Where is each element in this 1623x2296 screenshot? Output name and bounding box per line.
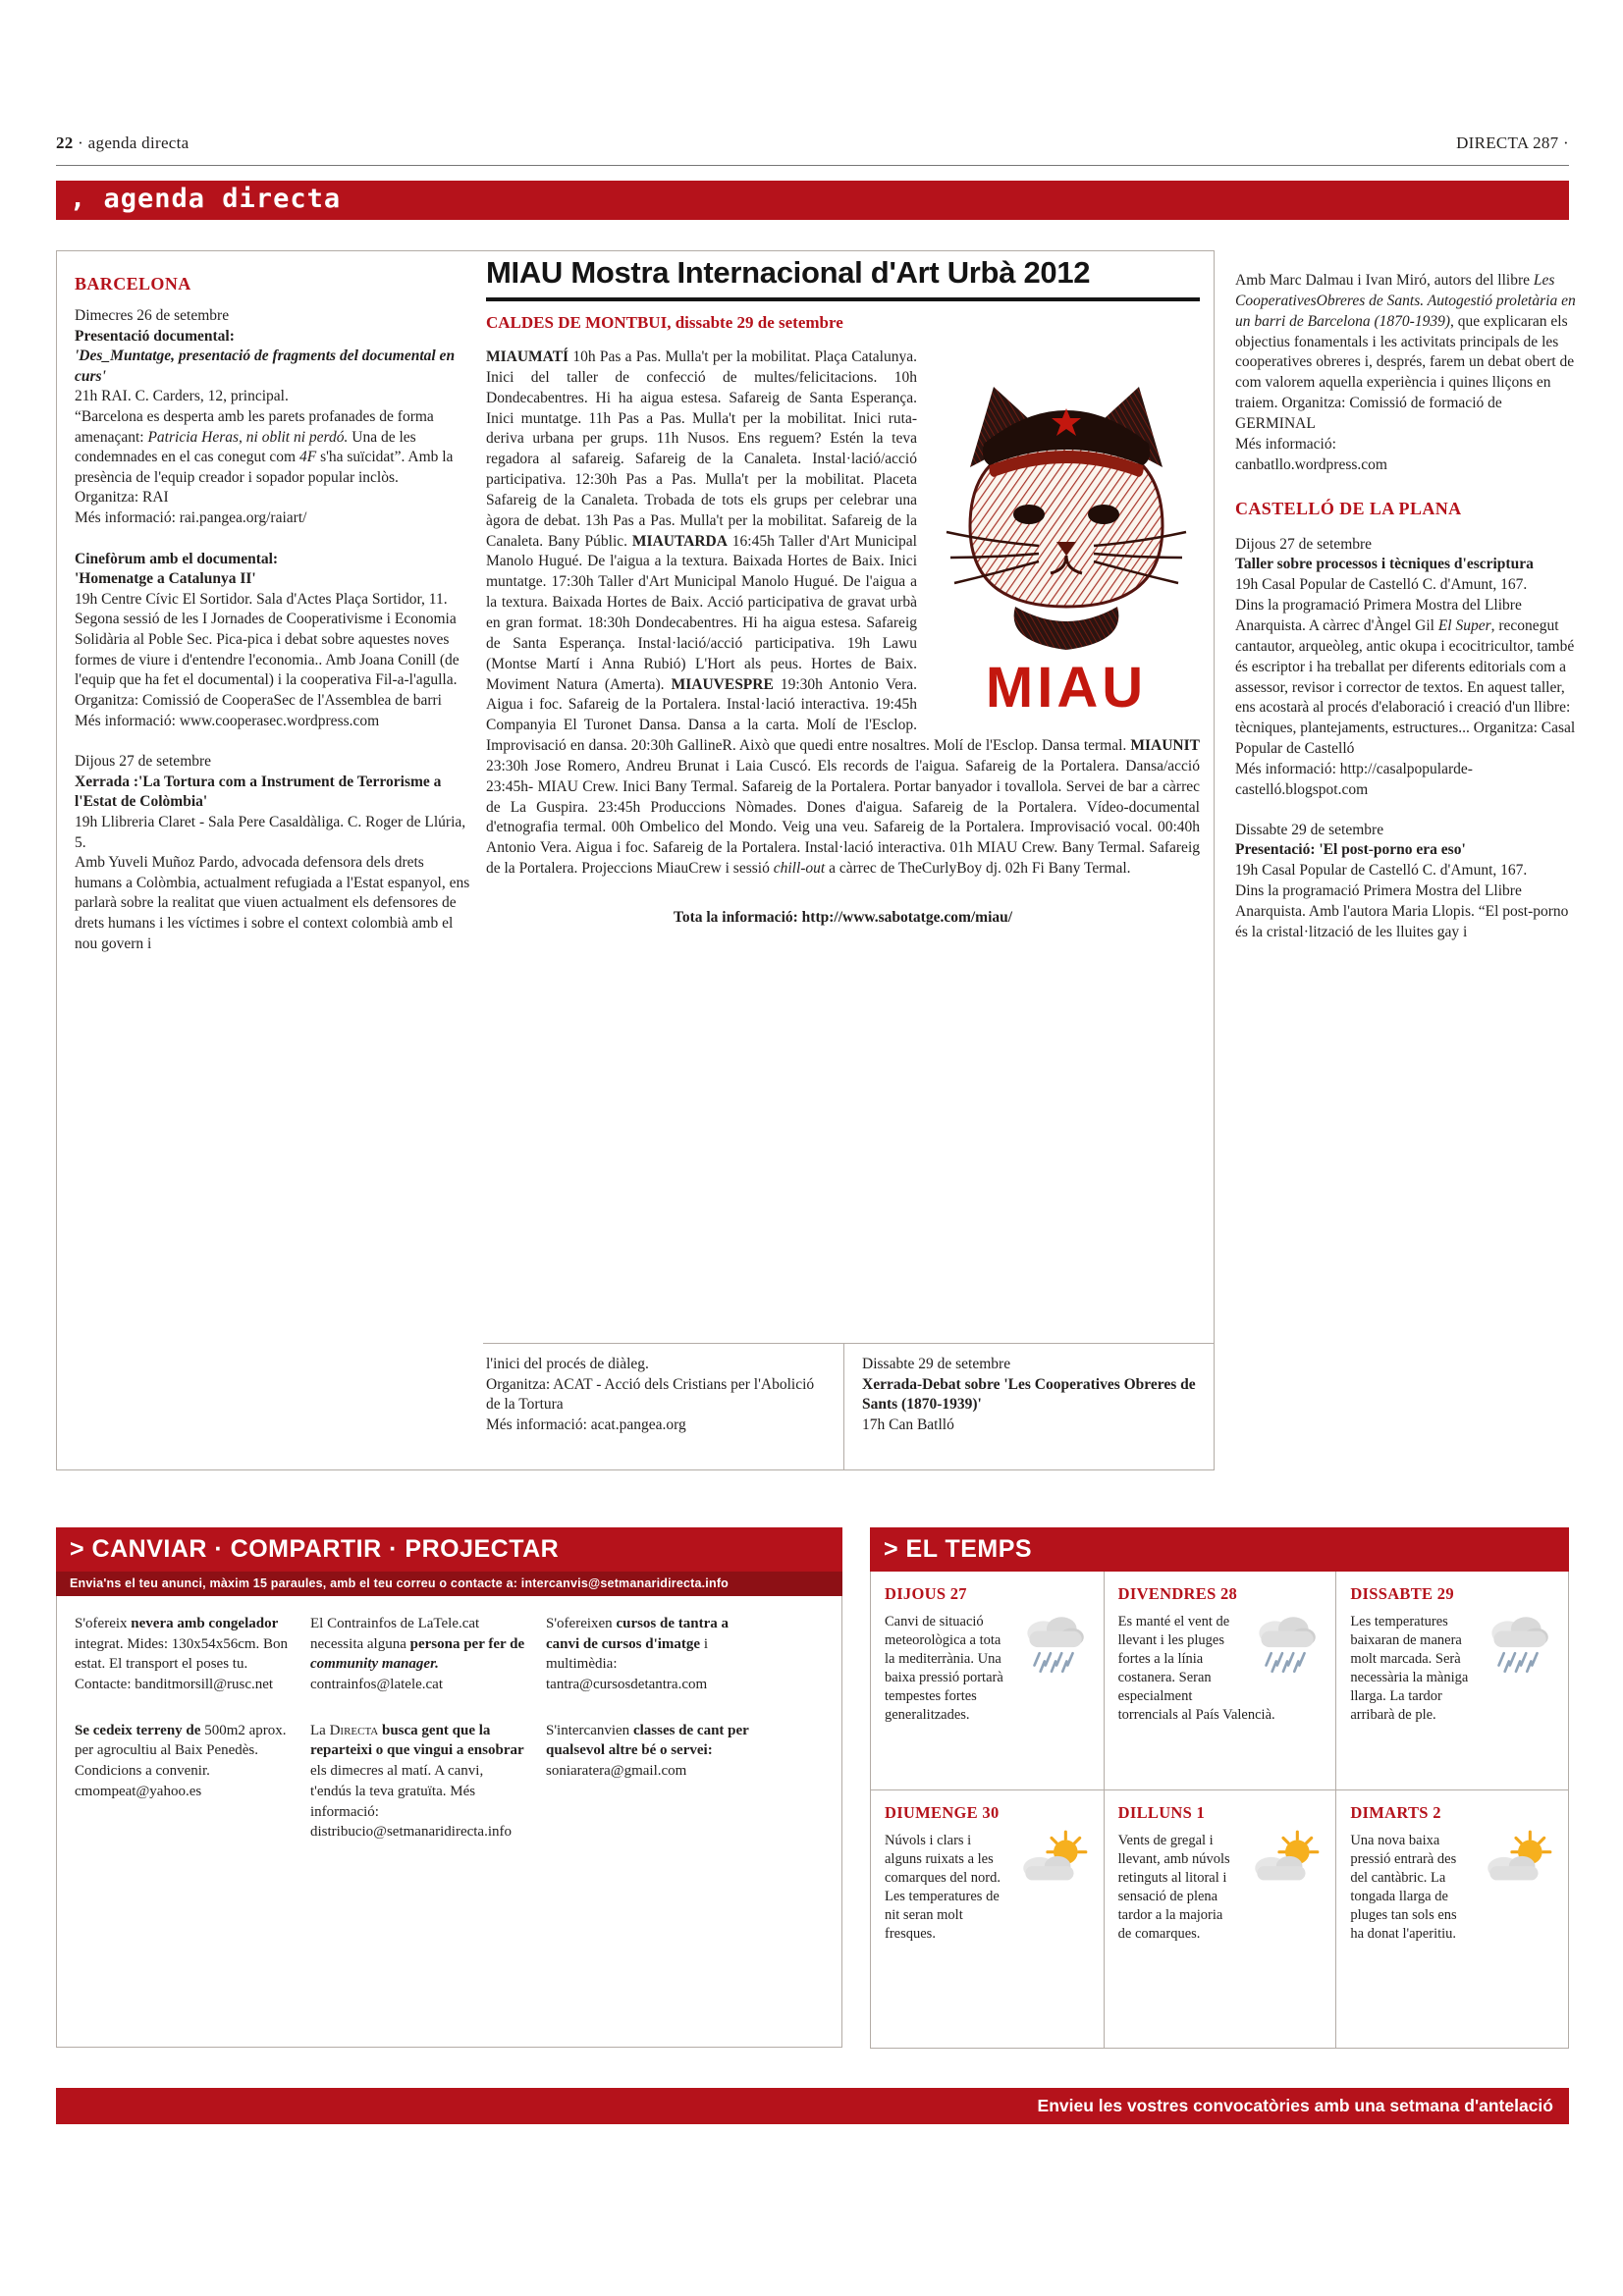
weather-cell-dilluns bbox=[1104, 1789, 1336, 2048]
event-title: Presentació documental: bbox=[75, 327, 235, 345]
classifieds-subheader: Envia'ns el teu anunci, màxim 15 paraules, amb el teu correu o contacte a: intercanvis@setmanaridirecta.info bbox=[56, 1572, 842, 1596]
classifieds-column-3 bbox=[546, 1614, 762, 1807]
more-info-line: Tota la informació: http://www.sabotatge.com/miau/ bbox=[673, 908, 1013, 926]
agenda-banner: , agenda directa bbox=[56, 181, 1569, 220]
weather-text: Canvi de situació meteorològica a tota la mediterrània. Una baixa pressió portarà tempestes fortes generalitzades. bbox=[885, 1613, 1003, 1724]
weather-text: Les temperatures baixaran de manera molt marcada. Serà necessària la màniga llarga. La tardor arribarà de ple. bbox=[1350, 1613, 1469, 1724]
weather-text: Vents de gregal i llevant, amb núvols retinguts al litoral i sensació de plena tardor a la majoria de comarques. bbox=[1117, 1832, 1230, 1943]
weather-body bbox=[885, 1832, 1092, 1945]
weather-text: Una nova baixa pressió entrarà des del cantàbric. La tongada llarga de pluges tan sols ens ha donat l'aperitiu. bbox=[1350, 1832, 1457, 1943]
agenda-main-box bbox=[56, 250, 1215, 1470]
weather-day: DIMARTS 2 bbox=[1350, 1803, 1441, 1822]
weather-header: > EL TEMPS bbox=[870, 1527, 1569, 1572]
article-body bbox=[486, 347, 1200, 880]
right-column bbox=[1235, 271, 1576, 943]
event-description: “Barcelona es desperta amb les parets profanades de forma amenaçant: Patricia Heras, ni oblit ni perdó. Una de les condemnades en el cas conegut com 4F s'ha suïcidat”. Amb la presència de l'equip creador i sopador popular inclòs. bbox=[75, 407, 454, 486]
classified-ad-contrainfos: El Contrainfos de LaTele.cat necessita alguna persona per fer de community manager. contrainfos@latele.cat bbox=[310, 1616, 525, 1693]
barcelona-continuation-cell bbox=[486, 1355, 832, 1435]
weather-body bbox=[1350, 1832, 1556, 1945]
event-description: Dins la programació Primera Mostra del Llibre Anarquista. Amb l'autora Maria Llopis. “El post-porno és la cristal·lització de les lluites gay i bbox=[1235, 882, 1569, 940]
event-title: Cinefòrum amb el documental: bbox=[75, 550, 279, 567]
classified-ad-terreny: Se cedeix terreny de 500m2 aprox. per agrocultiu al Baix Penedès. Condicions a convenir. cmompeat@yahoo.es bbox=[75, 1722, 287, 1799]
page-number: 22 bbox=[56, 133, 74, 152]
weather-cell-dimarts bbox=[1335, 1789, 1568, 2048]
debat-event-cell bbox=[843, 1343, 1214, 1470]
event-title: Xerrada-Debat sobre 'Les Cooperatives Obreres de Sants (1870-1939)' bbox=[862, 1375, 1196, 1414]
sun-cloud-icon bbox=[1245, 1830, 1324, 1902]
miau-cat-artwork bbox=[933, 349, 1200, 724]
city-heading-castello: CASTELLÓ DE LA PLANA bbox=[1235, 499, 1462, 519]
weather-body bbox=[1118, 1613, 1325, 1726]
rain-cloud-icon bbox=[1478, 1611, 1556, 1683]
event-organizer: Organitza: RAI bbox=[75, 489, 169, 507]
weather-body bbox=[1118, 1832, 1325, 1945]
event-info: Més informació: http://casalpopularde-castelló.blogspot.com bbox=[1235, 760, 1473, 798]
event-description: Segona sessió de les I Jornades de Cooperativisme i Economia Solidària al Poble Sec. Pica-pica i debat sobre aquestes noves formes de viure i d'entendre l'economia.. Amb Joana Conill (de l'equip que ha fet el documental) i la cooperativa Fil-a-l'agulla. Organitza: Comissió de CooperaSec de l'Assemblea de barri bbox=[75, 611, 460, 709]
continuation-info: Més informació: acat.pangea.org bbox=[486, 1415, 686, 1433]
event-date: Dissabte 29 de setembre bbox=[1235, 821, 1384, 838]
weather-body bbox=[885, 1613, 1092, 1726]
event-info: Més informació: rai.pangea.org/raiart/ bbox=[75, 509, 307, 527]
program-text: MIAUMATÍ 10h Pas a Pas. Mulla't per la mobilitat. Plaça Catalunya. Inici del taller de confecció de multes/felicitacions. 10h Dondecabentres. Hi ha aigua estesa. Safareig de Santa Esperança. Inici muntatge. 11h Pas a Pas. Mulla't per la mobilitat. Inici ruta-deriva urbana per grups. 11h Nusos. Ens reguem? Estén la teva regadora al safareig. Safareig de la Canaleta. Instal·lació/acció participativa. 12:30h Pas a Pas. Mulla't per la mobilitat. Placeta Safareig de la Canaleta. Trobada de tots els grups per celebrar una àgora de debat. 13h Pas a Pas. Mulla't per la mobilitat. Safareig de la Canaleta. Bany Públic. MIAUTARDA 16:45h Taller d'Art Municipal Manolo Hugué. De l'aigua a la textura. Baixada Hortes de Baix. Inici muntatge. 17:30h Taller d'Art Municipal Manolo Hugué. De l'aigua a la textura. Baixada Hortes de Baix. Acció participativa de gravat urbà en gran format. 18:30h Dondecabentres. Hi ha aigua estesa. Safareig de Santa Esperança. Instal·lació/acció participativa. 19h Lawu (Montse Martí i Anna Rubió) L'Hort als peus. Hortes de Baix. Moviment Natura (Amerta). MIAUVESPRE 19:30h Antonio Vera. Aigua i foc. Safareig de la Portalera. Instal·lació interactiva. 19:45h Companyia El Turonet Dansa. Dansa a la carta. Molí de l'Esclop. Improvisació en dansa. 20:30h GallineR. Això que quedi entre nosaltres. Molí de l'Esclop. Dansa termal. MIAUNIT 23:30h Jose Romero, Andreu Brunat i Laia Cuscó. Els records de l'aigua. Safareig de la Portalera. Dansa/acció 23:45h- MIAU Crew. Inici Bany Termal. Safareig de la Portalera. Portar banyador i tovallola. Servei de bar a càrrec de La Guspira. 23:45h Produccions Nòmades. Dones d'aigua. Safareig de la Portalera. Vídeo-documental d'etnografia termal. 00h Ombelico del Mondo. Veig una veu. Safareig de la Portalera. Improvisació vocal. 00:40h Antonio Vera. Aigua i foc. Safareig de la Portalera. Instal·lació interactiva. 01h MIAU Crew. Bany Termal. Safareig de la Portalera. Projeccions MiauCrew i sessió chill-out a càrrec de TheCurlyBoy dj. 02h Fi Bany Termal. bbox=[486, 348, 1200, 878]
weather-cell-dijous bbox=[871, 1572, 1104, 1789]
weather-day: DIVENDRES 28 bbox=[1117, 1584, 1238, 1603]
germinal-description: Amb Marc Dalmau i Ivan Miró, autors del llibre Les CooperativesObreres de Sants. Autogestió proletària en un barri de Barcelona (1870-1939), que explicaran els objectius fonamentals i les activitats principals de les cooperatives obreres i, després, farem un debat obert de com valorem aquella experiència i quines lliçons en traiem. Organitza: Comissió de formació de GERMINAL bbox=[1235, 272, 1576, 432]
classifieds-header: > CANVIAR · COMPARTIR · PROJECTAR bbox=[56, 1527, 842, 1572]
miau-artwork-text: MIAU bbox=[985, 656, 1148, 720]
folio-left bbox=[56, 133, 189, 153]
header-rule bbox=[56, 165, 1569, 166]
weather-day: DISSABTE 29 bbox=[1350, 1584, 1454, 1603]
event-venue: 17h Can Batlló bbox=[862, 1415, 954, 1433]
event-date: Dimecres 26 de setembre bbox=[75, 306, 230, 324]
event-date: Dissabte 29 de setembre bbox=[862, 1356, 1011, 1372]
miau-article bbox=[486, 255, 1200, 927]
city-heading-barcelona: BARCELONA bbox=[75, 274, 191, 294]
event-description: Dins la programació Primera Mostra del Llibre Anarquista. A càrrec d'Àngel Gil El Super, reconegut cantautor, arqueòleg, antic okupa i ecocitricultor, també és escriptor i ha treballat per diferents editorials com a assessor, revisor i corrector de textos. En aquest taller, ens acostarà al procés d'elaboració i creació d'un llibre: tècniques, plantejaments, estructures... Organitza: Casal Popular de Castelló bbox=[1235, 597, 1576, 758]
weather-cell-diumenge bbox=[871, 1789, 1104, 2048]
event-description: Amb Yuveli Muñoz Pardo, advocada defensora dels drets humans a Colòmbia, actualment refugiada a l'Estat espanyol, ens parlarà sobre la realitat que viuen actualment els defensores de drets humans i les víctimes i sobre el context colombià amb el nou govern i bbox=[75, 854, 470, 952]
weather-cell-divendres bbox=[1104, 1572, 1336, 1789]
classifieds-column-2 bbox=[310, 1614, 526, 1868]
weather-body bbox=[1350, 1613, 1556, 1726]
event-postporno bbox=[1235, 821, 1576, 943]
weather-grid bbox=[870, 1572, 1569, 2049]
rain-cloud-icon bbox=[1013, 1611, 1092, 1683]
weather-text: Núvols i clars i alguns ruixats a les comarques del nord. Les temperatures de nit seran molt fresques. bbox=[885, 1832, 1001, 1943]
classified-ad-cant: S'intercanvien classes de cant per qualsevol altre bé o servei: soniaratera@gmail.com bbox=[546, 1722, 749, 1780]
event-venue: 19h Centre Cívic El Sortidor. Sala d'Actes Plaça Sortidor, 11. bbox=[75, 590, 448, 608]
weather-day: DILLUNS 1 bbox=[1117, 1803, 1206, 1822]
event-subtitle: 'Des_Muntatge, presentació de fragments del documental en curs' bbox=[75, 347, 456, 385]
miau-cat-illustration bbox=[933, 349, 1200, 724]
event-venue: 21h RAI. C. Carders, 12, principal. bbox=[75, 388, 289, 405]
germinal-info-label: Més informació: bbox=[1235, 435, 1336, 453]
rain-cloud-icon bbox=[1245, 1611, 1324, 1683]
footer-banner: Envieu les vostres convocatòries amb una setmana d'antelació bbox=[56, 2088, 1569, 2124]
classified-ad-tantra: S'ofereixen cursos de tantra a canvi de cursos d'imatge i multimèdia: tantra@cursosdetantra.com bbox=[546, 1616, 730, 1693]
weather-section bbox=[870, 1527, 1569, 2049]
event-title: Presentació: 'El post-porno era eso' bbox=[1235, 841, 1466, 859]
barcelona-column bbox=[75, 273, 471, 1456]
weather-day: DIJOUS 27 bbox=[885, 1584, 967, 1603]
event-date: Dijous 27 de setembre bbox=[75, 753, 212, 771]
event-venue: 19h Llibreria Claret - Sala Pere Casaldàliga. C. Roger de Llúria, 5. bbox=[75, 813, 466, 851]
event-taller-escriptura bbox=[1235, 535, 1576, 801]
article-headline: MIAU Mostra Internacional d'Art Urbà 2012 bbox=[486, 255, 1200, 301]
folio-right: DIRECTA 287 · bbox=[1456, 133, 1569, 152]
classifieds-column-1 bbox=[75, 1614, 291, 1828]
classifieds-body bbox=[56, 1596, 842, 2048]
event-title: Taller sobre processos i tècniques d'escriptura bbox=[1235, 556, 1534, 573]
event-info: Més informació: www.cooperasec.wordpress.com bbox=[75, 712, 380, 729]
event-title: Xerrada :'La Tortura com a Instrument de Terrorisme a l'Estat de Colòmbia' bbox=[75, 773, 442, 811]
article-subhead: CALDES DE MONTBUI, dissabte 29 de setembre bbox=[486, 313, 843, 332]
continuation-organizer: Organitza: ACAT - Acció dels Cristians per l'Abolició de la Tortura bbox=[486, 1375, 815, 1414]
section-label: · agenda directa bbox=[73, 133, 189, 152]
event-venue: 19h Casal Popular de Castelló C. d'Amunt, 167. bbox=[1235, 576, 1528, 594]
weather-day: DIUMENGE 30 bbox=[885, 1803, 1000, 1822]
continuation-text: l'inici del procés de diàleg. bbox=[486, 1356, 649, 1372]
classified-ad-nevera: S'ofereix nevera amb congelador integrat. Mides: 130x54x56cm. Bon estat. El transport el poses tu. Contacte: banditmorsill@rusc.net bbox=[75, 1616, 289, 1693]
classified-ad-directa: La Directa busca gent que la reparteixi o que vingui a ensobrar els dimecres al matí. A canvi, t'endús la teva gratuïta. Més informació: distribucio@setmanaridirecta.info bbox=[310, 1722, 524, 1841]
weather-text: Es manté el vent de llevant i les pluges fortes a la línia costanera. Seran especialment torrencials al País Valencià. bbox=[1117, 1613, 1275, 1724]
sun-cloud-icon bbox=[1013, 1830, 1092, 1902]
event-presentacio-documental bbox=[75, 306, 471, 529]
classifieds-section bbox=[56, 1527, 842, 2048]
event-cineforum bbox=[75, 550, 471, 731]
germinal-info-url: canbatllo.wordpress.com bbox=[1235, 455, 1387, 473]
event-date: Dijous 27 de setembre bbox=[1235, 535, 1373, 553]
event-venue: 19h Casal Popular de Castelló C. d'Amunt, 167. bbox=[1235, 862, 1528, 880]
event-subtitle: 'Homenatge a Catalunya II' bbox=[75, 570, 256, 588]
weather-cell-dissabte bbox=[1335, 1572, 1568, 1789]
sun-cloud-icon bbox=[1478, 1830, 1556, 1902]
event-xerrada-tortura bbox=[75, 752, 471, 954]
